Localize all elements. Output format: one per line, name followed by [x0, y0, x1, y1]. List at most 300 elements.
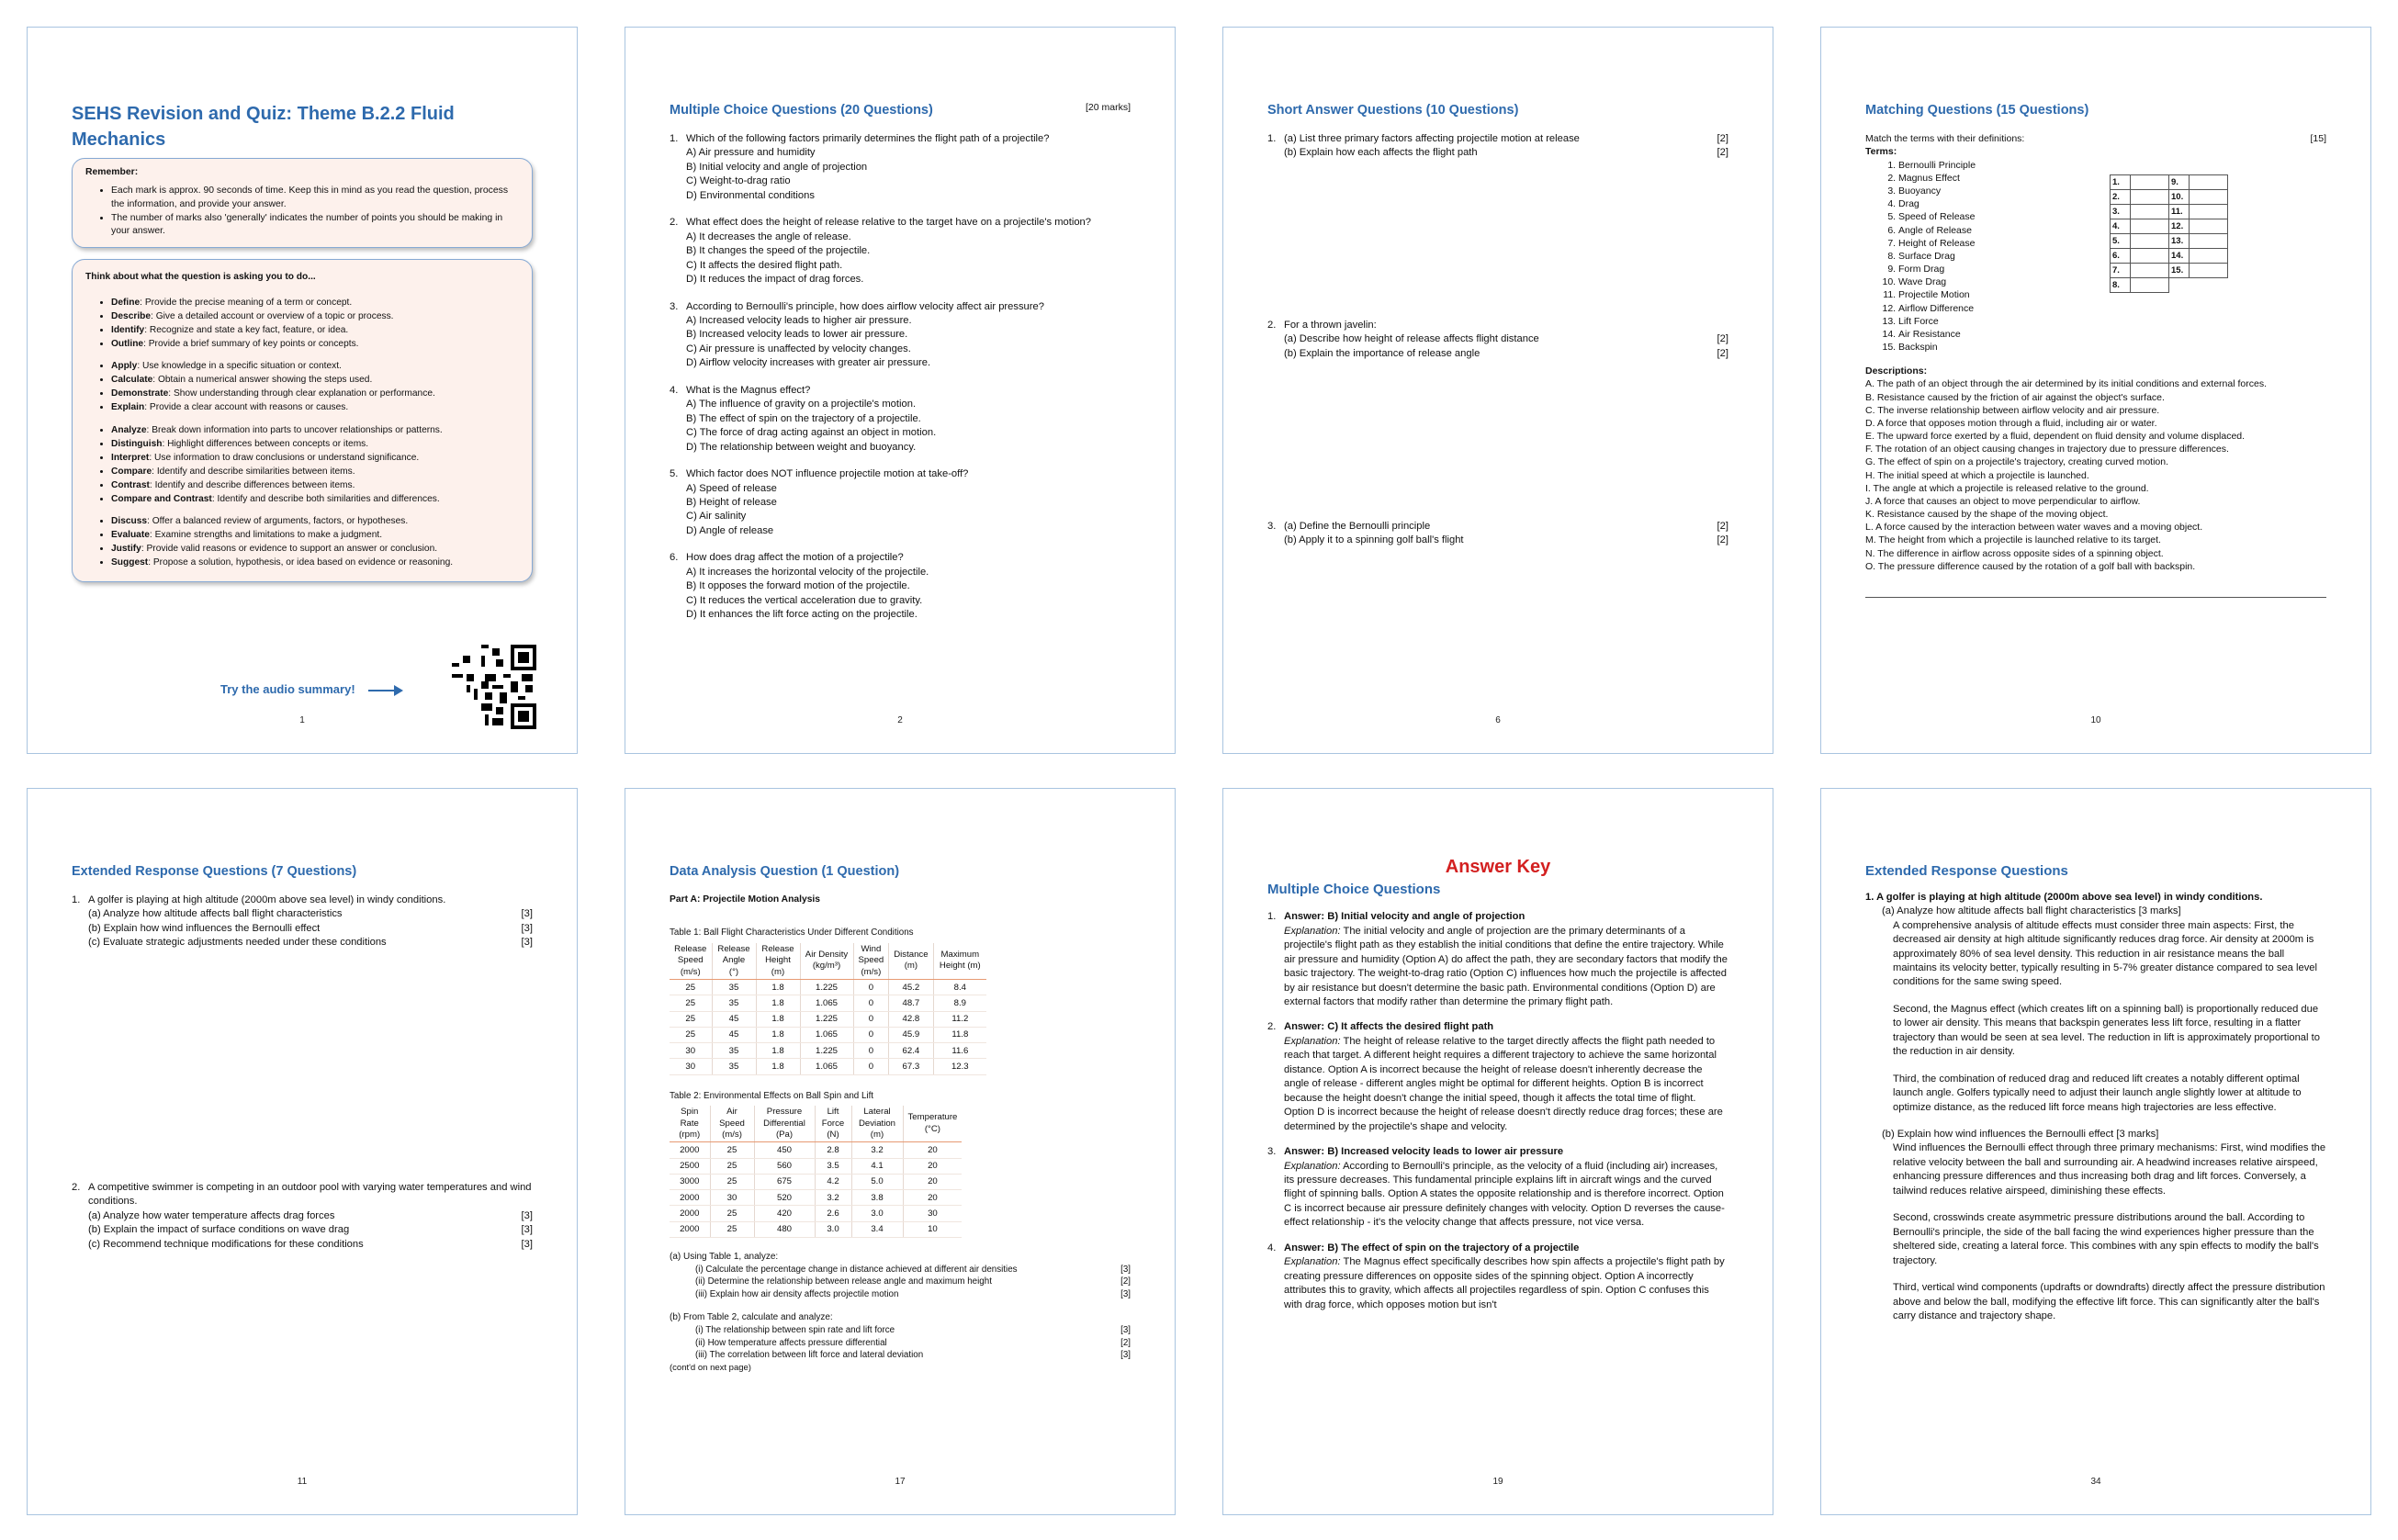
mcq-option: B) Height of release: [686, 496, 777, 508]
answer-paragraph: Second, crosswinds create asymmetric pressure distributions around the ball. According to Bernoulli's principle, the side of the ball facing the wind experiences higher pressure than the sheltered side, creating a lateral force. This combines with any spin effects to modify the ball's trajectory.: [1893, 1212, 2319, 1266]
command-term: • Contrast: Identify and describe differences between items.: [111, 479, 519, 492]
table-cell: 3.0: [851, 1206, 903, 1221]
question-part: (a) Analyze how water temperature affects drag forces [3]: [88, 1209, 533, 1223]
answer-cell[interactable]: [2131, 219, 2169, 234]
grid-number: 12.: [2169, 219, 2190, 234]
audio-summary[interactable]: [220, 681, 401, 698]
table-cell: 2000: [670, 1206, 710, 1221]
marks: [3]: [521, 908, 533, 920]
command-term-word: Evaluate: [111, 530, 150, 541]
term-item: 6. Angle of Release: [1898, 224, 2326, 237]
command-term-meaning: Propose a solution, hypothesis, or idea based on evidence or reasoning.: [152, 557, 454, 568]
extended-question-1: 1. A golfer is playing at high altitude (2000m above sea level) in windy conditions. (a) Analyze how altitude affects ball flight characteristics [3] (b) Explain how wind influences the Bernoulli effect [3] (c) Evaluate strategic adjustments needed under these conditions [3]: [72, 894, 533, 1181]
table-cell: 1.225: [800, 1043, 853, 1059]
section-title: Matching Questions (15 Questions): [1865, 103, 2089, 118]
answer-cell[interactable]: [2190, 264, 2228, 278]
term-item: 15. Backspin: [1898, 341, 2326, 354]
explanation: Explanation: According to Bernoulli's principle, as the velocity of a fluid (including air) increases, its pressure decreases. This fundamental principle explains lift in aircraft wings and the curved flight of spinning balls. Option A states the opposite relationship and is therefore incorrect. Option C is incorrect because air pressure definitely changes with velocity. Option D reverses the cause-effect relationship - it's the velocity change that affects pressure, not vice versa.: [1284, 1160, 1725, 1229]
command-term-meaning: Provide a clear account with reasons or causes.: [149, 402, 349, 413]
table-cell: 11.2: [933, 1011, 986, 1027]
page-title: SEHS Revision and Quiz: Theme B.2.2 Fluid Mechanics: [72, 104, 455, 150]
answer-grid[interactable]: [2110, 174, 2228, 293]
grid-number: 2.: [2111, 190, 2131, 205]
answer-cell[interactable]: [2131, 278, 2169, 293]
grid-number: 10.: [2169, 190, 2190, 205]
answer-item: 4. Answer: B) The effect of spin on the trajectory of a projectile Explanation: The Magnus effect specifically describes how spin affects a projectile's flight path by creating pressure differences on opposite sides of the spinning object. Option A incorrectly attributes this to gravity, which affects all projectiles regardless of spin. Option C confuses this with drag force, which opposes motion but isn't: [1267, 1242, 1728, 1312]
command-term-group: [85, 297, 519, 351]
description-item: O. The pressure difference caused by the rotation of a golf ball with backspin.: [1865, 560, 2196, 572]
command-term: • Analyze: Break down information into parts to uncover relationships or patterns.: [111, 424, 519, 437]
table-row: [670, 980, 986, 995]
table-cell: 3.2: [851, 1142, 903, 1158]
term-item: 4. Drag: [1898, 197, 2326, 210]
command-term-meaning: Provide a brief summary of key points or concepts.: [148, 339, 359, 350]
table-cell: 0: [853, 1059, 889, 1074]
explanation: Explanation: The Magnus effect specifically describes how spin affects a projectile's flight path by creating pressure differences on opposite sides of the spinning object. Option A incorrectly attributes this to gravity, which affects all projectiles regardless of spin. Option C confuses this with drag force, which opposes motion but isn't: [1284, 1256, 1725, 1310]
table-cell: 2.6: [815, 1206, 851, 1221]
answer-cell[interactable]: [2190, 190, 2228, 205]
question-part: (b) Explain how each affects the flight path: [1284, 147, 1478, 159]
question-a: (a) Using Table 1, analyze:: [670, 1251, 779, 1262]
table-cell: 1.8: [756, 1059, 800, 1074]
command-term-word: Describe: [111, 310, 152, 321]
page-6: [1222, 27, 1773, 754]
command-term-meaning: Examine strengths and limitations to make a judgment.: [154, 530, 383, 541]
description-item: C. The inverse relationship between airflow velocity and air pressure.: [1865, 404, 2160, 416]
explanation-label: Explanation:: [1284, 1256, 1341, 1268]
command-term-word: Discuss: [111, 515, 148, 526]
mcq-question: 3. According to Bernoulli's principle, how does airflow velocity affect air pressure? A) Increased velocity leads to higher air pressure. B) Increased velocity leads to lower air pressure. C) Air pressure is unaffected by velocity changes. D) Airflow velocity increases with greater air pressure.: [670, 300, 1131, 371]
table-cell: 11.6: [933, 1043, 986, 1059]
question-part: (a) Analyze how altitude affects ball flight characteristics [3]: [88, 907, 533, 921]
page-19: [1222, 788, 1773, 1515]
description-item: B. Resistance caused by the friction of air against the object's surface.: [1865, 391, 2165, 403]
section-marks: [20 marks]: [1085, 102, 1131, 113]
column-header: Spin Rate (rpm): [670, 1106, 710, 1142]
column-header: Distance (m): [889, 943, 933, 980]
question-subpart: (i) The relationship between spin rate and lift force [3]: [695, 1325, 1131, 1335]
command-term-group: [85, 424, 519, 506]
table-cell: 42.8: [889, 1011, 933, 1027]
table-row: [670, 1011, 986, 1027]
answer-cell[interactable]: [2190, 249, 2228, 264]
table-cell: 3.0: [815, 1221, 851, 1237]
grid-number: 4.: [2111, 219, 2131, 234]
part-heading: Part A: Projectile Motion Analysis: [670, 894, 821, 905]
table-cell: 25: [670, 995, 712, 1011]
command-term-meaning: Identify and describe similarities between items.: [156, 466, 355, 477]
table-cell: 3.8: [851, 1190, 903, 1206]
term-item: 14. Air Resistance: [1898, 328, 2326, 341]
table-cell: 1.8: [756, 1011, 800, 1027]
mcq-option: A) It increases the horizontal velocity of the projectile.: [686, 566, 929, 578]
answer-cell[interactable]: [2131, 205, 2169, 219]
command-term-word: Analyze: [111, 424, 147, 435]
table-cell: 4.1: [851, 1158, 903, 1174]
command-term-word: Identify: [111, 325, 145, 336]
marks: [3]: [521, 922, 533, 934]
question-stem: Which factor does NOT influence projectile motion at take-off?: [686, 468, 969, 480]
page-2: [625, 27, 1176, 754]
command-term-meaning: Provide the precise meaning of a term or concept.: [144, 297, 353, 308]
table-cell: 20: [903, 1174, 962, 1189]
grid-number: 9.: [2169, 175, 2190, 190]
grid-number: 3.: [2111, 205, 2131, 219]
audio-summary-label[interactable]: Try the audio summary!: [220, 682, 355, 696]
command-term-meaning: Use knowledge in a specific situation or context.: [141, 361, 342, 372]
question-subpart: (i) Calculate the percentage change in distance achieved at different air densities [3]: [695, 1264, 1131, 1275]
answer-cell[interactable]: [2190, 234, 2228, 249]
answer-cell[interactable]: [2190, 219, 2228, 234]
table-cell: 25: [670, 980, 712, 995]
marks: [2]: [1120, 1276, 1131, 1287]
command-term: • Compare: Identify and describe similarities between items.: [111, 466, 519, 478]
grid-number: 1.: [2111, 175, 2131, 190]
mcq-list: [670, 132, 1131, 623]
command-term: • Discuss: Offer a balanced review of arguments, factors, or hypotheses.: [111, 515, 519, 528]
descriptions-list: [1865, 377, 2326, 573]
mcq-option: C) Air pressure is unaffected by velocity changes.: [686, 343, 911, 354]
table-cell: 1.8: [756, 995, 800, 1011]
page-number: 1: [299, 715, 305, 726]
table-cell: 0: [853, 1011, 889, 1027]
page-number: 6: [1495, 715, 1501, 726]
page-number: 17: [895, 1477, 906, 1488]
page-number: 2: [897, 715, 903, 726]
table-cell: 25: [710, 1174, 754, 1189]
question-subpart: (ii) How temperature affects pressure differential [2]: [695, 1337, 1131, 1348]
command-term: • Describe: Give a detailed account or overview of a topic or process.: [111, 310, 519, 323]
question-part: (a) Describe how height of release affects flight distance: [1284, 333, 1539, 345]
command-term-word: Suggest: [111, 557, 149, 568]
answer-cell[interactable]: [2131, 234, 2169, 249]
table-2: [670, 1106, 962, 1238]
description-item: F. The rotation of an object causing changes in trajectory due to pressure differences.: [1865, 444, 2229, 455]
mcq-option: B) Increased velocity leads to lower air pressure.: [686, 329, 908, 341]
remember-label: Remember:: [85, 167, 139, 177]
command-term: • Explain: Provide a clear account with reasons or causes.: [111, 401, 519, 414]
mcq-option: A) Air pressure and humidity: [686, 147, 816, 159]
section-title: Extended Response Questions: [1865, 863, 2068, 879]
question-text: 1. A golfer is playing at high altitude (2000m above sea level) in windy conditions.: [1865, 891, 2263, 903]
table-cell: 20: [903, 1142, 962, 1158]
table-cell: 25: [710, 1221, 754, 1237]
mcq-option: B) It changes the speed of the projectile.: [686, 245, 871, 257]
table-row: [670, 1221, 962, 1237]
marks: [3]: [521, 1238, 533, 1250]
column-header: Wind Speed (m/s): [853, 943, 889, 980]
table-cell: 1.225: [800, 980, 853, 995]
mcq-option: C) The force of drag acting against an object in motion.: [686, 427, 937, 439]
description-item: N. The difference in airflow across opposite sides of a spinning object.: [1865, 547, 2164, 559]
command-term-word: Apply: [111, 361, 138, 372]
explanation-label: Explanation:: [1284, 1035, 1341, 1047]
term-item: 2. Magnus Effect: [1898, 172, 2326, 185]
table-cell: 25: [710, 1142, 754, 1158]
question-stem: What is the Magnus effect?: [686, 384, 811, 396]
page-34: [1820, 788, 2371, 1515]
mcq-option: A) Increased velocity leads to higher air pressure.: [686, 314, 912, 326]
table-cell: 675: [754, 1174, 815, 1189]
mcq-option: B) The effect of spin on the trajectory of a projectile.: [686, 412, 921, 424]
description-item: J. A force that causes an object to move perpendicular to airflow.: [1865, 495, 2141, 507]
section-title: Multiple Choice Questions (20 Questions): [670, 103, 933, 118]
table-cell: 3.2: [815, 1190, 851, 1206]
command-term: • Outline: Provide a brief summary of key points or concepts.: [111, 338, 519, 351]
page-number: 11: [297, 1477, 308, 1488]
table-row: [670, 1027, 986, 1042]
description-item: K. Resistance caused by the shape of the moving object.: [1865, 509, 2109, 521]
command-term-meaning: Identify and describe both similarities and differences.: [217, 493, 440, 504]
command-term: • Evaluate: Examine strengths and limitations to make a judgment.: [111, 529, 519, 542]
table-cell: 3.5: [815, 1158, 851, 1174]
answer-line: Answer: B) Initial velocity and angle of projection: [1284, 911, 1525, 923]
description-item: I. The angle at which a projectile is released relative to the ground.: [1865, 482, 2149, 494]
table-cell: 25: [670, 1011, 712, 1027]
table-cell: 3.4: [851, 1221, 903, 1237]
table-cell: 1.8: [756, 980, 800, 995]
term-item: 1. Bernoulli Principle: [1898, 159, 2326, 172]
command-term-group: [85, 515, 519, 569]
column-header: Temperature (°C): [903, 1106, 962, 1142]
table-row: [670, 1142, 962, 1158]
term-item: 8. Surface Drag: [1898, 250, 2326, 263]
table-cell: 2000: [670, 1221, 710, 1237]
answer-paragraph: Third, the combination of reduced drag and reduced lift creates a notably different optimal launch angle. Golfers typically need to adjust their launch angle slightly lower at altitude to optimize distance, as the reduced lift force means high trajectories are less effective.: [1893, 1073, 2302, 1113]
question-part: (a) List three primary factors affecting projectile motion at release: [1284, 133, 1580, 144]
answer-cell[interactable]: [2131, 190, 2169, 205]
term-item: 9. Form Drag: [1898, 263, 2326, 275]
table-cell: 2000: [670, 1142, 710, 1158]
table-row: [670, 1158, 962, 1174]
answer-line: Answer: C) It affects the desired flight path: [1284, 1021, 1494, 1033]
term-item: 7. Height of Release: [1898, 237, 2326, 250]
command-term-meaning: Obtain a numerical answer showing the steps used.: [157, 375, 373, 386]
answer-paragraph: Wind influences the Bernoulli effect through three primary mechanisms: First, wind modifies the relative velocity between the ball and surrounding air. A headwind increases relative airspeed, enhancing pressure differences and thus increasing both drag and lift forces. Conversely, a tailwind reduces relative airspeed, diminishing these effects.: [1893, 1142, 2326, 1197]
answer-paragraph: Second, the Magnus effect (which creates lift on a spinning ball) is proportionally reduced due to lower air density. This means that backspin generates less lift force, resulting in a flatter trajectory than would be seen at sea level. The reduction in lift is approximately proportional to the reduction in air density.: [1893, 1003, 2320, 1058]
table-cell: 1.065: [800, 995, 853, 1011]
column-header: Release Speed (m/s): [670, 943, 712, 980]
arrow-right-icon: [368, 690, 401, 691]
remember-box: [72, 158, 533, 248]
command-term: • Compare and Contrast: Identify and describe both similarities and differences.: [111, 493, 519, 506]
command-term-word: Contrast: [111, 479, 150, 490]
terms-list: [1865, 159, 2326, 354]
page-17: [625, 788, 1176, 1515]
answer-key-title: Answer Key: [1445, 857, 1551, 877]
table-cell: 30: [670, 1043, 712, 1059]
command-term: • Demonstrate: Show understanding through clear explanation or performance.: [111, 388, 519, 400]
command-term: • Calculate: Obtain a numerical answer showing the steps used.: [111, 374, 519, 387]
table-cell: 30: [710, 1190, 754, 1206]
description-item: A. The path of an object through the air determined by its initial conditions and external forces.: [1865, 378, 2267, 390]
table-row: [670, 995, 986, 1011]
question-subpart: (ii) Determine the relationship between release angle and maximum height [2]: [695, 1276, 1131, 1287]
table-1-caption: Table 1: Ball Flight Characteristics Under Different Conditions: [670, 927, 914, 939]
question-subpart: (iii) The correlation between lift force and lateral deviation [3]: [695, 1350, 1131, 1361]
table-row: [670, 1206, 962, 1221]
term-item: 5. Speed of Release: [1898, 210, 2326, 223]
marks: [3]: [1120, 1325, 1131, 1335]
grid-number: 15.: [2169, 264, 2190, 278]
command-term-word: Explain: [111, 402, 145, 413]
mcq-question: 1. Which of the following factors primarily determines the flight path of a projectile? A) Air pressure and humidity B) Initial velocity and angle of projection C) Weight-to-drag ratio D) Environmental conditions: [670, 132, 1131, 203]
column-header: Release Angle (°): [712, 943, 756, 980]
table-cell: 520: [754, 1190, 815, 1206]
table-cell: 25: [710, 1206, 754, 1221]
term-item: 13. Lift Force: [1898, 315, 2326, 328]
description-item: M. The height from which a projectile is launched relative to its target.: [1865, 534, 2161, 546]
answers-list: [1267, 910, 1728, 1312]
grid-number: 14.: [2169, 249, 2190, 264]
command-term-group: [85, 360, 519, 414]
answer-cell[interactable]: [2190, 205, 2228, 219]
command-term-word: Compare and Contrast: [111, 493, 212, 504]
table-cell: 30: [670, 1059, 712, 1074]
remember-item: • The number of marks also 'generally' indicates the number of points you should be making in your answer.: [111, 212, 519, 239]
table-cell: 45.2: [889, 980, 933, 995]
grid-number: 11.: [2169, 205, 2190, 219]
question-b: (b) From Table 2, calculate and analyze:: [670, 1312, 833, 1323]
command-term: • Define: Provide the precise meaning of a term or concept.: [111, 297, 519, 309]
question-part: (c) Evaluate strategic adjustments needed under these conditions [3]: [88, 936, 533, 950]
mcq-option: C) Weight-to-drag ratio: [686, 175, 791, 187]
column-header: Pressure Differential (Pa): [754, 1106, 815, 1142]
mcq-option: A) It decreases the angle of release.: [686, 230, 851, 242]
marks: [3]: [521, 1224, 533, 1236]
mcq-option: D) The relationship between weight and buoyancy.: [686, 441, 917, 453]
table-cell: 3000: [670, 1174, 710, 1189]
marks: [3]: [1120, 1264, 1131, 1275]
column-header: Release Height (m): [756, 943, 800, 980]
answer-paragraph: A comprehensive analysis of altitude effects must consider three main aspects: First, the decreased air density at high altitude significantly reduces drag force. Air density at 2000m is approximately 80% of sea level density. This reduction in air resistance means the ball maintains its velocity better, typically resulting in 5-7% greater distance compared to sea level conditions for the same swing speed.: [1893, 919, 2318, 988]
command-term: • Suggest: Propose a solution, hypothesis, or idea based on evidence or reasoning.: [111, 556, 519, 569]
mcq-option: D) Airflow velocity increases with greater air pressure.: [686, 357, 931, 369]
question-stem: Which of the following factors primarily determines the flight path of a projectile?: [686, 133, 1050, 144]
question-part: (b) Explain the importance of release angle: [1284, 347, 1480, 359]
grid-number: 13.: [2169, 234, 2190, 249]
part-b-heading: (b) Explain how wind influences the Bernoulli effect [3 marks]: [1882, 1129, 2159, 1141]
part-a-answer: [1865, 919, 2326, 1115]
answer-line: Answer: B) The effect of spin on the trajectory of a projectile: [1284, 1242, 1580, 1253]
section-title: Data Analysis Question (1 Question): [670, 864, 900, 879]
command-term-meaning: Highlight differences between concepts or items.: [167, 438, 369, 449]
page-10: Matching Questions (15 Questions) Match the terms with their definitions: [15] Terms: 1. Bernoulli Principle 2. Magnus Effect 3. Buoyancy 4. Drag 5. Speed of Release 6. Angle of Release 7. Height of Release 8. Surface Drag 9. Form Drag 10. Wave Drag 11. Projectile Motion 12. Airflow Difference 13. Lift Force 14. Air Resistance 15. Backspin 1. 9. 2. 10. 3. 11. 4. 12. 5. 13. 6. 14. 7. 15. 8. Descriptions: A. The path of an object through the air determined by its initial conditions and external forces. B. Resistance caused by the friction of air against the object's surface. C. The inverse relationship between airflow velocity and air pressure. D. A force that opposes motion through a fluid, including air or water. E. The upward force exerted by a fluid, dependent on fluid density and volume displaced. F. The rotation of an object causing changes in trajectory due to pressure differences. G. The effect of spin on a projectile's trajectory, creating curved motion. H. The initial speed at which a projectile is launched. I. The angle at which a projectile is released relative to the ground. J. A force that causes an object to move perpendicular to airflow. K. Resistance caused by the shape of the moving object. L. A force caused by the interaction between water waves and a moving object. M. The height from which a projectile is launched relative to its target. N. The difference in airflow across opposite sides of a spinning object. O. The pressure difference caused by the rotation of a golf ball with backspin. 10: [1820, 27, 2371, 754]
page-number: 10: [2090, 715, 2101, 726]
command-term-word: Outline: [111, 339, 144, 350]
page-number: 19: [1492, 1477, 1503, 1488]
table-cell: 12.3: [933, 1059, 986, 1074]
question-part: (b) Explain the impact of surface conditions on wave drag [3]: [88, 1223, 533, 1237]
question-subpart: (iii) Explain how air density affects projectile motion [3]: [695, 1288, 1131, 1299]
table-cell: 11.8: [933, 1027, 986, 1042]
table-row: [670, 1174, 962, 1189]
explanation-label: Explanation:: [1284, 1160, 1341, 1172]
command-term: • Justify: Provide valid reasons or evidence to support an answer or conclusion.: [111, 543, 519, 556]
think-label: Think about what the question is asking you to do...: [85, 271, 316, 282]
table-row: [670, 1059, 986, 1074]
terms-label: Terms:: [1865, 146, 1897, 158]
command-terms-box: [72, 259, 533, 582]
table-cell: 25: [670, 1027, 712, 1042]
table-cell: 0: [853, 1043, 889, 1059]
command-term-word: Justify: [111, 544, 141, 555]
table-cell: 35: [712, 995, 756, 1011]
answer-cell[interactable]: [2190, 175, 2228, 190]
remember-item: • Each mark is approx. 90 seconds of time. Keep this in mind as you read the question, process the information, and provide your answer.: [111, 185, 519, 211]
table-cell: 30: [903, 1206, 962, 1221]
short-question-1: 1. (a) List three primary factors affecting projectile motion at release [2] (b) Explain how each affects the flight path [2]: [1267, 132, 1728, 319]
answer-item: 2. Answer: C) It affects the desired flight path Explanation: The height of release relative to the target directly affects the flight path needed to reach that target. A different height requires a different trajectory to achieve the same horizontal distance. Option A is incorrect because the height of release doesn't inherently decrease the angle of release - different angles might be optimal for different heights. Option B is incorrect because the height doesn't change the initial speed, though it affects the total time of flight. Option D is incorrect because the height of release doesn't directly reduce drag forces; these are determined by the projectile's shape and velocity.: [1267, 1020, 1728, 1134]
divider: [1865, 597, 2326, 598]
question-part: (a) Define the Bernoulli principle: [1284, 521, 1431, 532]
mcq-option: C) Air salinity: [686, 511, 747, 523]
command-term-meaning: Identify and describe differences between items.: [154, 479, 355, 490]
short-question-3: 3. (a) Define the Bernoulli principle [2] (b) Apply it to a spinning golf ball's flight [2]: [1267, 520, 1728, 548]
column-header: Lateral Deviation (m): [851, 1106, 903, 1142]
page-number: 34: [2090, 1477, 2101, 1488]
table-cell: 35: [712, 1059, 756, 1074]
description-item: H. The initial speed at which a projectile is launched.: [1865, 469, 2089, 481]
table-cell: 480: [754, 1221, 815, 1237]
grid-number: 7.: [2111, 264, 2131, 278]
table-cell: 35: [712, 1043, 756, 1059]
term-item: 11. Projectile Motion: [1898, 288, 2326, 301]
table-cell: 10: [903, 1221, 962, 1237]
part-a-heading: (a) Analyze how altitude affects ball flight characteristics [3 marks]: [1882, 905, 2181, 917]
short-question-2: 2. For a thrown javelin: (a) Describe how height of release affects flight distance [2] (b) Explain the importance of release angle [2]: [1267, 319, 1728, 520]
command-term-word: Calculate: [111, 375, 153, 386]
table-cell: 0: [853, 995, 889, 1011]
answer-cell[interactable]: [2131, 249, 2169, 264]
mcq-option: B) Initial velocity and angle of projection: [686, 161, 868, 173]
table-cell: 45: [712, 1027, 756, 1042]
section-title: Extended Response Questions (7 Questions): [72, 864, 357, 879]
mcq-question: 6. How does drag affect the motion of a projectile? A) It increases the horizontal velocity of the projectile. B) It opposes the forward motion of the projectile. C) It reduces the vertical acceleration due to gravity. D) It enhances the lift force acting on the projectile.: [670, 551, 1131, 622]
table-cell: 20: [903, 1158, 962, 1174]
table-cell: 35: [712, 980, 756, 995]
term-item: 3. Buoyancy: [1898, 185, 2326, 197]
table-cell: 8.9: [933, 995, 986, 1011]
table-cell: 2000: [670, 1190, 710, 1206]
command-term-meaning: Use information to draw conclusions or understand significance.: [154, 452, 420, 463]
command-term-meaning: Break down information into parts to uncover relationships or patterns.: [152, 424, 443, 435]
question-stem: According to Bernoulli's principle, how does airflow velocity affect air pressure?: [686, 300, 1044, 312]
table-cell: 2.8: [815, 1142, 851, 1158]
mcq-option: A) The influence of gravity on a projectile's motion.: [686, 399, 917, 410]
page-1: [27, 27, 578, 754]
table-cell: 1.225: [800, 1011, 853, 1027]
mcq-option: D) It reduces the impact of drag forces.: [686, 274, 864, 286]
table-cell: 450: [754, 1142, 815, 1158]
answer-cell[interactable]: [2131, 264, 2169, 278]
question-stem: How does drag affect the motion of a projectile?: [686, 552, 904, 564]
marks: [3]: [521, 937, 533, 949]
description-item: G. The effect of spin on a projectile's trajectory, creating curved motion.: [1865, 456, 2169, 468]
command-term-meaning: Provide valid reasons or evidence to support an answer or conclusion.: [146, 544, 438, 555]
command-term: • Identify: Recognize and state a key fact, feature, or idea.: [111, 324, 519, 337]
table-cell: 67.3: [889, 1059, 933, 1074]
marks: [2]: [1120, 1337, 1131, 1348]
explanation: Explanation: The initial velocity and angle of projection are the primary determinants of a projectile's flight path as they establish the initial conditions that define the entire trajectory. While air pressure and humidity (Option A) do affect the path, they are secondary factors that modify the basic trajectory. The weight-to-drag ratio (Option C) influences how much the projectile is affected by air resistance but doesn't determine the basic path. Environmental conditions (Option D) are external factors that modify rather than determine the primary flight path.: [1284, 925, 1728, 1007]
answer-cell[interactable]: [2131, 175, 2169, 190]
answer-paragraph: Third, vertical wind components (updrafts or downdrafts) directly affect the pressure distribution above and below the ball, modifying the effective lift force. This can significantly alter the ball's carry distance and trajectory shape.: [1893, 1282, 2325, 1322]
mcq-option: C) It reduces the vertical acceleration due to gravity.: [686, 594, 923, 606]
mcq-option: C) It affects the desired flight path.: [686, 259, 843, 271]
table-cell: 420: [754, 1206, 815, 1221]
command-term-meaning: Recognize and state a key fact, feature, or idea.: [149, 325, 349, 336]
part-b-answer: [1865, 1141, 2326, 1323]
